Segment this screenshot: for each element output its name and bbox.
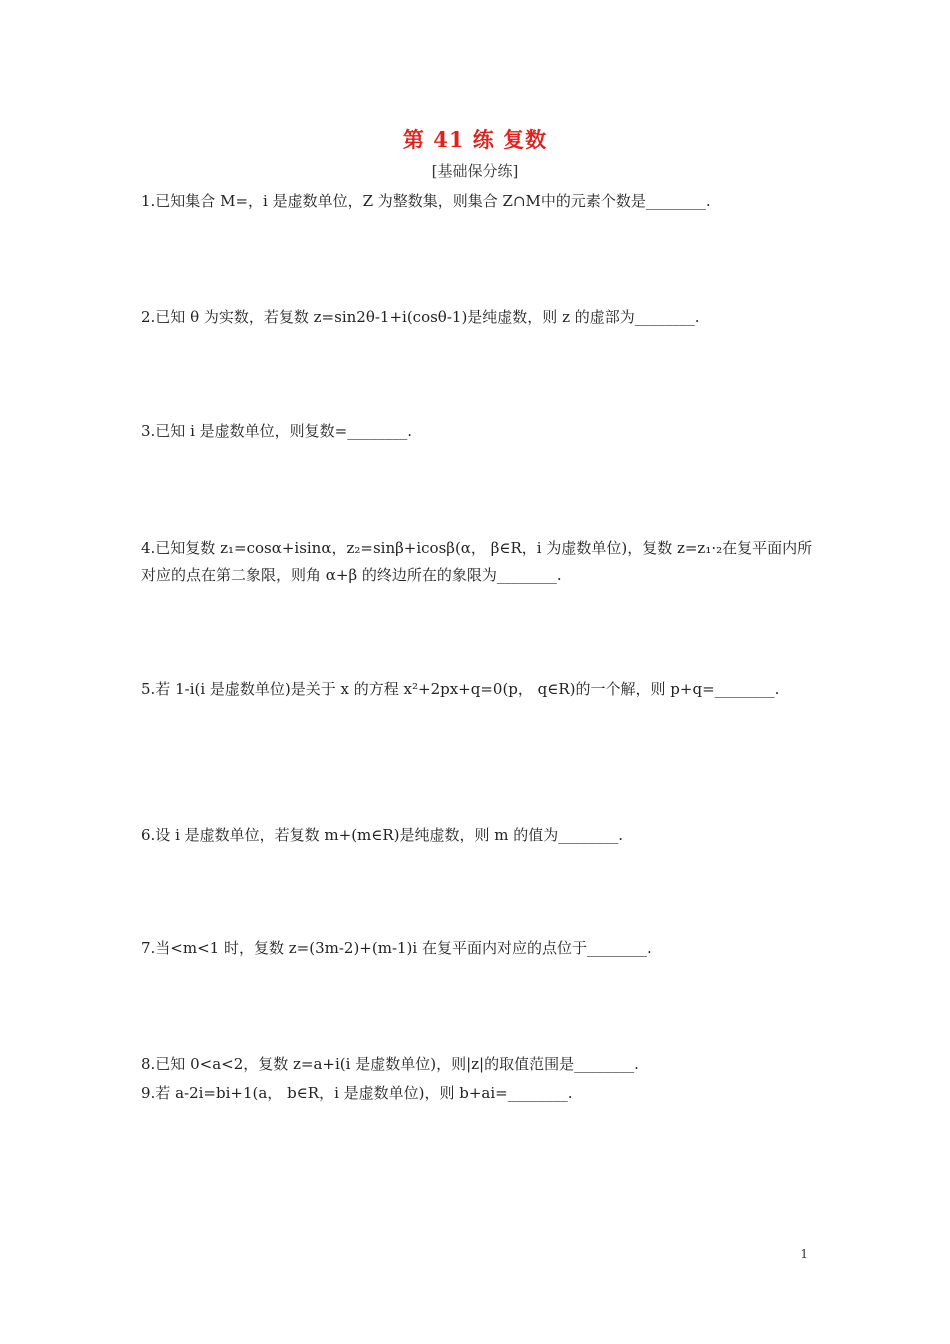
- question-8: 8.已知 0<a<2，复数 z=a+i(i 是虚数单位)，则|z|的取值范围是________.: [141, 1055, 639, 1073]
- page-number: 1: [800, 1247, 808, 1261]
- question-4: 4.已知复数 z₁=cosα+isinα，z₂=sinβ+icosβ(α， β∈R，i 为虚数单位)，复数 z=z₁·₂在复平面内所对应的点在第二象限，则角 α+β 的终边所在的象限为________.: [141, 539, 813, 584]
- question-5: 5.若 1-i(i 是虚数单位)是关于 x 的方程 x²+2px+q=0(p， q∈R)的一个解，则 p+q=________.: [141, 680, 780, 698]
- question-3: 3.已知 i 是虚数单位，则复数=________.: [141, 422, 412, 440]
- question-7: 7.当<m<1 时，复数 z=(3m-2)+(m-1)i 在复平面内对应的点位于________.: [141, 939, 652, 957]
- section-subtitle: [基础保分练]: [431, 162, 519, 180]
- question-9: 9.若 a-2i=bi+1(a， b∈R，i 是虚数单位)，则 b+ai=________.: [141, 1084, 573, 1102]
- question-2: 2.已知 θ 为实数，若复数 z=sin2θ-1+i(cosθ-1)是纯虚数，则 z 的虚部为________.: [141, 308, 700, 326]
- question-1: 1.已知集合 M=，i 是虚数单位，Z 为整数集，则集合 Z∩M中的元素个数是________.: [141, 192, 711, 210]
- question-6: 6.设 i 是虚数单位，若复数 m+(m∈R)是纯虚数，则 m 的值为________.: [141, 826, 624, 844]
- page-title: 第 41 练 复数: [402, 127, 548, 152]
